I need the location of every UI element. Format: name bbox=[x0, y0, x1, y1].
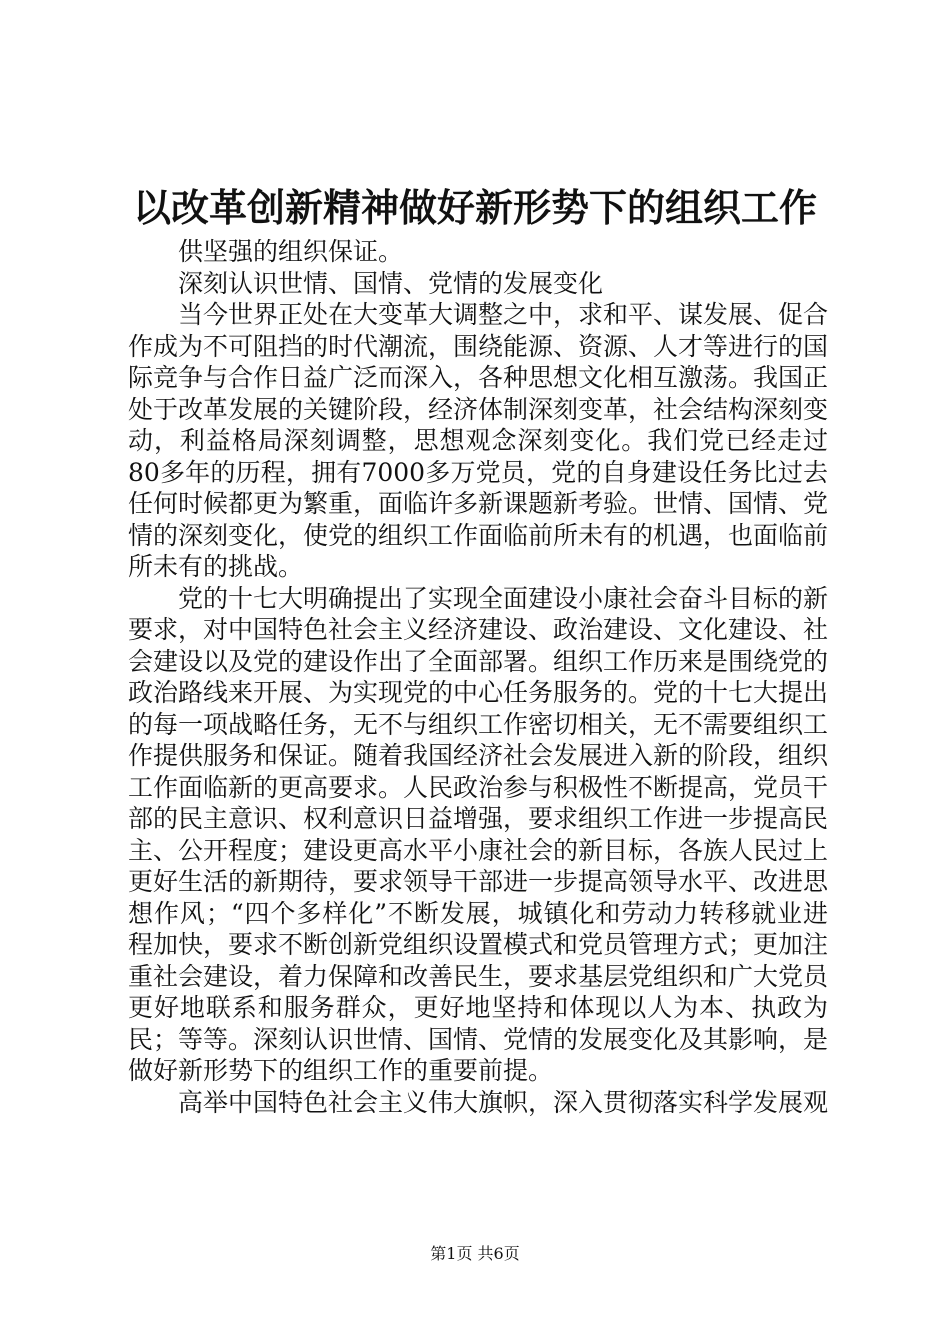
document-body bbox=[128, 236, 828, 1118]
paragraph: 供坚强的组织保证。 bbox=[178, 237, 404, 266]
paragraph: 高举中国特色社会主义伟大旗帜，深入贯彻落实科学发展观 bbox=[178, 1087, 829, 1117]
paragraph: 深刻认识世情、国情、党情的发展变化 bbox=[178, 268, 604, 298]
page-footer: 第1页 共6页 bbox=[430, 1244, 520, 1263]
document-title: 以改革创新精神做好新形势下的组织工作 bbox=[132, 186, 817, 230]
paragraph: 当今世界正处在大变革大调整之中，求和平、谋发展、促合作成为不可阻挡的时代潮流，围绕能源、资源、人才等进行的国际竞争与合作日益广泛而深入，各种思想文化相互激荡。我国正处于改革发展的关键阶段，经济体制深刻变革，社会结构深刻变动，利益格局深刻调整，思想观念深刻变化。我们党已经走过80多年的历程，拥有7000多万党员，党的自身建设任务比过去任何时候都更为繁重，面临许多新课题新考验。世情、国情、党情的深刻变化，使党的组织工作面临前所未有的机遇，也面临前所未有的挑战。 bbox=[128, 300, 829, 581]
paragraph: 党的十七大明确提出了实现全面建设小康社会奋斗目标的新要求，对中国特色社会主义经济建设、政治建设、文化建设、社会建设以及党的建设作出了全面部署。组织工作历来是围绕党的政治路线来开展、为实现党的中心任务服务的。党的十七大提出的每一项战略任务，无不与组织工作密切相关，无不需要组织工作提供服务和保证。随着我国经济社会发展进入新的阶段，组织工作面临新的更高要求。人民政治参与积极性不断提高，党员干部的民主意识、权利意识日益增强，要求组织工作进一步提高民主、公开程度；建设更高水平小康社会的新目标，各族人民过上更好生活的新期待，要求领导干部进一步提高领导水平、改进思想作风；“四个多样化”不断发展，城镇化和劳动力转移就业进程加快，要求不断创新党组织设置模式和党员管理方式；更加注重社会建设，着力保障和改善民生，要求基层党组织和广大党员更好地联系和服务群众，更好地坚持和体现以人为本、执政为民；等等。深刻认识世情、国情、党情的发展变化及其影响，是做好新形势下的组织工作的重要前提。 bbox=[128, 583, 829, 1085]
